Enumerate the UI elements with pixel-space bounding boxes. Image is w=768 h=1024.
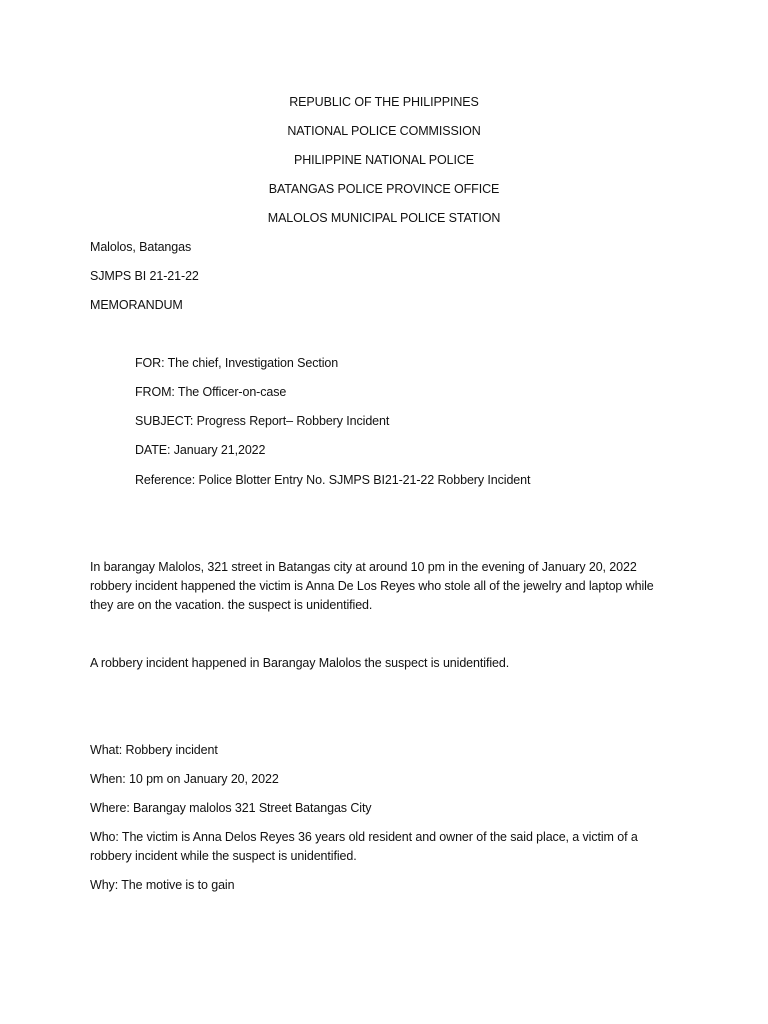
header-napolcom: NATIONAL POLICE COMMISSION	[287, 124, 481, 138]
body-paragraph-1: In barangay Malolos, 321 street in Batangas city at around 10 pm in the evening of January 20, 2022 robbery incident happened the victim is Anna De Los Reyes who stole all of the jewelry and laptop while they are on the vacation. the suspect is unidentified.	[90, 560, 654, 612]
header-pnp: PHILIPPINE NATIONAL POLICE	[293, 153, 475, 167]
memo-for: FOR: The chief, Investigation Section	[135, 356, 339, 370]
detail-when: When: 10 pm on January 20, 2022	[90, 772, 279, 786]
memo-subject: SUBJECT: Progress Report– Robbery Incident	[135, 414, 390, 428]
detail-where: Where: Barangay malolos 321 Street Batangas City	[90, 801, 372, 815]
detail-who: Who: The victim is Anna Delos Reyes 36 years old resident and owner of the said place, a victim of a robbery incident while the suspect is unidentified.	[90, 830, 638, 863]
location-line: Malolos, Batangas	[90, 240, 192, 254]
body-paragraph-2: A robbery incident happened in Barangay Malolos the suspect is unidentified.	[90, 656, 510, 670]
memo-reference: Reference: Police Blotter Entry No. SJMPS BI21-21-22 Robbery Incident	[135, 473, 531, 487]
memo-from: FROM: The Officer-on-case	[135, 385, 287, 399]
header-republic: REPUBLIC OF THE PHILIPPINES	[289, 95, 479, 109]
memo-date: DATE: January 21,2022	[135, 443, 266, 457]
header-province-office: BATANGAS POLICE PROVINCE OFFICE	[268, 182, 500, 196]
header-police-station: MALOLOS MUNICIPAL POLICE STATION	[267, 211, 501, 225]
detail-why: Why: The motive is to gain	[90, 878, 235, 892]
document-type: MEMORANDUM	[90, 298, 183, 312]
detail-what: What: Robbery incident	[90, 743, 218, 757]
reference-code: SJMPS BI 21-21-22	[90, 269, 199, 283]
